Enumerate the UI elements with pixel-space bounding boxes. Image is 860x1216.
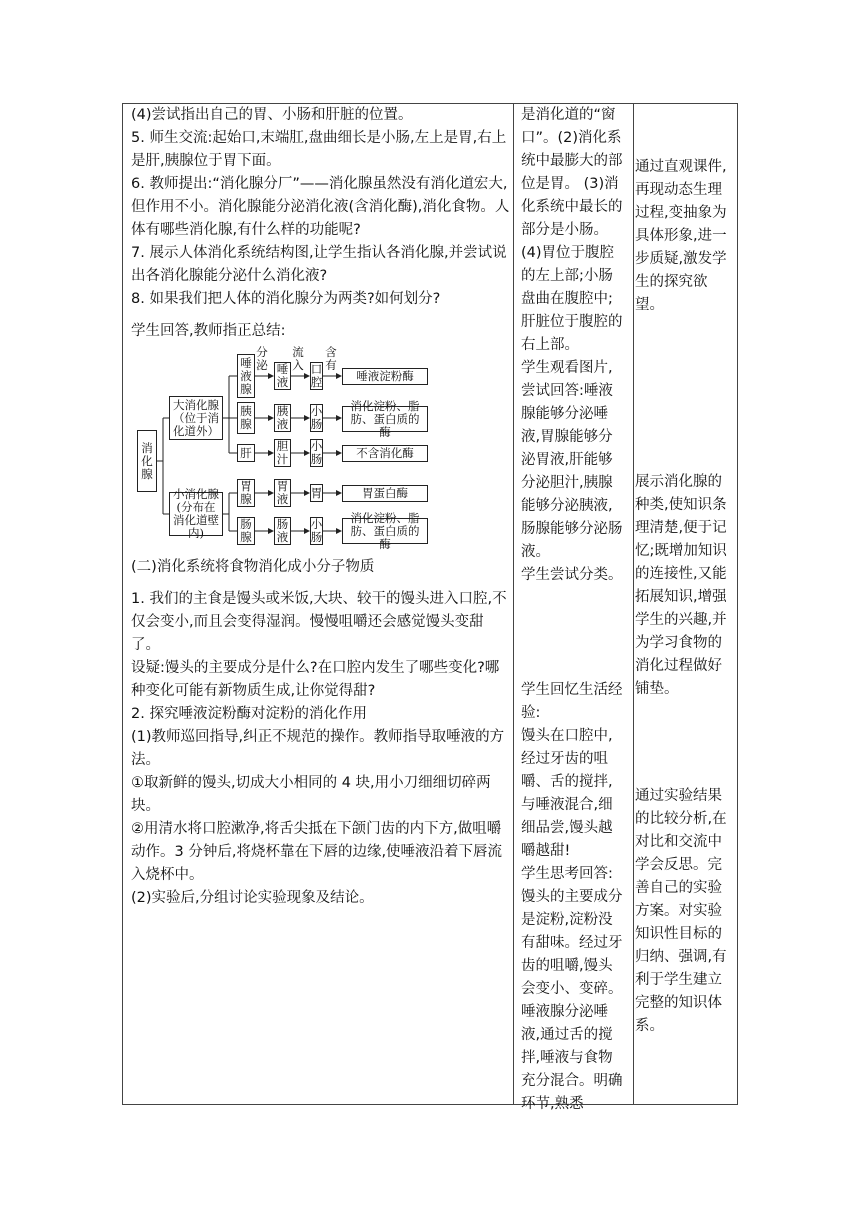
root-digestive-gland: 消化腺 xyxy=(137,430,157,492)
text-line: 通过直观课件,再现动态生理过程,变抽象为具体形象,进一步质疑,激发学生的探究欲望。 xyxy=(635,159,727,313)
gland-box: 胰腺 xyxy=(237,402,255,434)
gland-box: 胃腺 xyxy=(237,479,255,507)
student-activity-column xyxy=(521,104,627,1116)
text-line: (1)教师巡回指导,纠正不规范的操作。教师指导取唾液的方法。 xyxy=(131,729,505,768)
text-line: 通过实验结果的比较分析,在对比和交流中学会反思。完善自己的实验方案。对实验知识性目标的归纳、强调,有利于学生建立完整的知识体系。 xyxy=(635,788,727,1034)
text-line: 设疑:馒头的主要成分是什么?在口腔内发生了哪些变化?哪种变化可能有新物质生成,让你觉得甜? xyxy=(131,660,500,699)
lesson-table xyxy=(122,103,738,1112)
text-line: 学生尝试分类。 xyxy=(521,567,623,583)
juice-box: 唾液 xyxy=(274,362,291,390)
text-line: 是消化道的“窗口”。(2)消化系统中最膨大的部位是胃。 (3)消化系统中最长的部分是小肠。(4)胃位于腹腔的左上部;小肠盘曲在腹腔中;肝脏位于腹腔的右上部。 xyxy=(521,107,623,353)
juice-box: 肠液 xyxy=(274,517,291,545)
place-box: 口腔 xyxy=(310,362,323,389)
label-contain: 含有 xyxy=(325,345,337,372)
text-line: 6. 教师提出:“消化腺分厂”——消化腺虽然没有消化道宏大,但作用不小。消化腺能分泌消化液(含消化酶),消化食物。人体有哪些消化腺,有什么样的功能呢? xyxy=(131,176,510,238)
enzyme-box: 消化淀粉、脂肪、蛋白质的酶 xyxy=(342,406,428,432)
text-line: 1. 我们的主食是馒头或米饭,大块、较干的馒头进入口腔,不仅会变小,而且会变得湿润。慢慢咀嚼还会感觉馒头变甜了。 xyxy=(131,591,507,653)
juice-box: 胆汁 xyxy=(274,439,291,467)
small-gland-box: 小消化腺(分布在消化道壁内) xyxy=(169,492,223,536)
gland-box: 肝 xyxy=(237,444,255,462)
design-intent-column xyxy=(635,104,733,1038)
label-flow-into: 流入 xyxy=(292,345,304,372)
text-line: (2)实验后,分组讨论实验现象及结论。 xyxy=(131,890,374,906)
text-line: (4)尝试指出自己的胃、小肠和肝脏的位置。 xyxy=(131,107,413,123)
section-heading: (二)消化系统将食物消化成小分子物质 xyxy=(131,559,375,575)
column-divider xyxy=(633,104,634,1104)
label-secrete: 分泌 xyxy=(256,345,268,372)
column-divider xyxy=(513,104,514,1104)
place-box: 小肠 xyxy=(310,517,323,544)
text-line: ②用清水将口腔漱净,将舌尖抵在下颌门齿的内下方,做咀嚼动作。3 分钟后,将烧杯靠在下唇的边缘,使唾液沿着下唇流入烧杯中。 xyxy=(131,821,503,883)
enzyme-box: 唾液淀粉酶 xyxy=(342,368,428,385)
gland-box: 肠腺 xyxy=(237,517,255,545)
text-line: 学生回忆生活经验: xyxy=(521,682,623,721)
summary-line: 学生回答,教师指正总结: xyxy=(131,323,286,339)
place-box: 胃 xyxy=(310,484,323,502)
place-box: 小肠 xyxy=(310,404,323,431)
text-line: 馒头在口腔中,经过牙齿的咀嚼、舌的搅拌,与唾液混合,细细品尝,馒头越嚼越甜! xyxy=(521,728,613,859)
teacher-activity-column xyxy=(131,104,511,910)
text-line: 5. 师生交流:起始口,末端肛,盘曲细长是小肠,左上是胃,右上是肝,胰腺位于胃下面。 xyxy=(131,130,507,169)
digestive-gland-diagram xyxy=(133,345,433,551)
gland-box: 唾液腺 xyxy=(237,354,255,398)
enzyme-box: 不含消化酶 xyxy=(342,445,428,462)
text-line: ①取新鲜的馒头,切成大小相同的 4 块,用小刀细细切碎两块。 xyxy=(131,775,491,814)
text-line: 2. 探究唾液淀粉酶对淀粉的消化作用 xyxy=(131,706,367,722)
juice-box: 胰液 xyxy=(274,404,291,432)
enzyme-box: 消化淀粉、脂肪、蛋白质的酶 xyxy=(342,518,428,544)
place-box: 小肠 xyxy=(310,439,323,466)
large-gland-box: 大消化腺（位于消化道外） xyxy=(169,396,223,440)
enzyme-box: 胃蛋白酶 xyxy=(342,485,428,502)
juice-box: 胃液 xyxy=(274,479,291,507)
text-line: 展示消化腺的种类,使知识条理清楚,便于记忆;既增加知识的连接性,又能拓展知识,增强学生的兴趣,并为学习食物的消化过程做好铺垫。 xyxy=(635,474,727,697)
text-line: 8. 如果我们把人体的消化腺分为两类?如何划分? xyxy=(131,291,441,307)
text-line: 7. 展示人体消化系统结构图,让学生指认各消化腺,并尝试说出各消化腺能分泌什么消化液? xyxy=(131,245,507,284)
text-line: 学生思考回答:馒头的主要成分是淀粉,淀粉没有甜味。经过牙齿的咀嚼,馒头会变小、变碎。唾液腺分泌唾液,通过舌的搅拌,唾液与食物充分混合。明确环节,熟悉 xyxy=(521,866,623,1112)
text-line: 学生观看图片,尝试回答:唾液腺能够分泌唾液,胃腺能够分泌胃液,肝能够分泌胆汁,胰腺能够分泌胰液,肠腺能够分泌肠液。 xyxy=(521,360,623,560)
